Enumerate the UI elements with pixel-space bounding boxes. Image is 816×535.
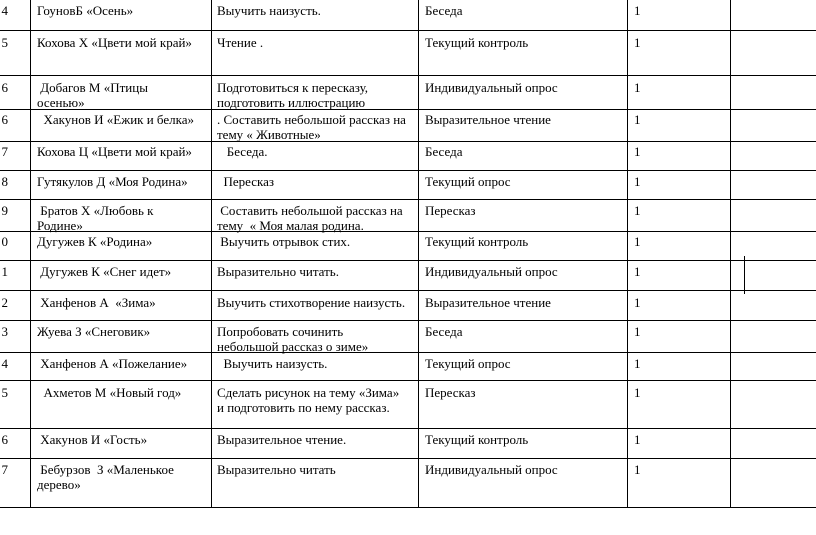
column-divider: [627, 0, 628, 507]
hours-cell: 1: [634, 174, 641, 189]
author-work-cell: Добагов М «Птицы осенью»: [37, 80, 152, 110]
author-work-cell: Хакунов И «Ежик и белка»: [37, 112, 195, 127]
row-divider: [0, 260, 816, 261]
control-form-cell: Текущий опрос: [425, 356, 511, 371]
task-cell: Подготовиться к пересказу, подготовить иллюстрацию: [217, 80, 369, 110]
row-divider: [0, 428, 816, 429]
task-cell: Попробовать сочинить небольшой рассказ о зиме»: [217, 324, 369, 354]
control-form-cell: Пересказ: [425, 385, 476, 400]
author-work-cell: Жуева З «Снеговик»: [37, 324, 151, 339]
hours-cell: 1: [634, 432, 641, 447]
row-number: 1: [1, 264, 8, 279]
row-number: 9: [1, 203, 8, 218]
task-cell: Выразительно читать.: [217, 264, 339, 279]
control-form-cell: Беседа: [425, 144, 463, 159]
row-divider: [0, 507, 816, 508]
control-form-cell: Беседа: [425, 324, 463, 339]
hours-cell: 1: [634, 356, 641, 371]
row-number: 6: [1, 432, 8, 447]
control-form-cell: Выразительное чтение: [425, 112, 551, 127]
author-work-cell: Гутякулов Д «Моя Родина»: [37, 174, 188, 189]
row-number: 4: [1, 356, 8, 371]
task-cell: Выучить наизусть.: [217, 3, 321, 18]
row-divider: [0, 75, 816, 76]
column-divider: [211, 0, 212, 507]
hours-cell: 1: [634, 144, 641, 159]
hours-cell: 1: [634, 264, 641, 279]
row-number: 3: [1, 324, 8, 339]
task-cell: . Составить небольшой рассказ на тему « Животные»: [217, 112, 406, 142]
control-form-cell: Беседа: [425, 3, 463, 18]
column-divider: [744, 256, 745, 294]
row-number: 5: [1, 385, 8, 400]
author-work-cell: Ханфенов А «Пожелание»: [37, 356, 188, 371]
author-work-cell: Ханфенов А «Зима»: [37, 295, 156, 310]
task-cell: Беседа.: [217, 144, 268, 159]
task-cell: Выразительно читать: [217, 462, 336, 477]
author-work-cell: Бебурзов З «Маленькое дерево»: [37, 462, 178, 492]
author-work-cell: Ахметов М «Новый год»: [37, 385, 182, 400]
row-number: 6: [1, 80, 8, 95]
control-form-cell: Индивидуальный опрос: [425, 80, 558, 95]
task-cell: Выучить отрывок стих.: [217, 234, 351, 249]
hours-cell: 1: [634, 462, 641, 477]
row-divider: [0, 380, 816, 381]
row-number: 7: [1, 144, 8, 159]
column-divider: [730, 0, 731, 507]
author-work-cell: Дугужев К «Снег идет»: [37, 264, 172, 279]
row-divider: [0, 199, 816, 200]
hours-cell: 1: [634, 203, 641, 218]
task-cell: Выучить наизусть.: [217, 356, 328, 371]
row-divider: [0, 352, 816, 353]
task-cell: Сделать рисунок на тему «Зима» и подготовить по нему рассказ.: [217, 385, 400, 415]
hours-cell: 1: [634, 295, 641, 310]
row-divider: [0, 170, 816, 171]
row-divider: [0, 458, 816, 459]
author-work-cell: Кохова Х «Цвети мой край»: [37, 35, 192, 50]
column-divider: [418, 0, 419, 507]
hours-cell: 1: [634, 3, 641, 18]
hours-cell: 1: [634, 234, 641, 249]
control-form-cell: Текущий опрос: [425, 174, 511, 189]
row-number: 6: [1, 112, 8, 127]
hours-cell: 1: [634, 80, 641, 95]
author-work-cell: Братов Х «Любовь к Родине»: [37, 203, 157, 233]
row-number: 5: [1, 35, 8, 50]
row-number: 4: [1, 3, 8, 18]
author-work-cell: Хакунов И «Гость»: [37, 432, 148, 447]
row-divider: [0, 290, 816, 291]
hours-cell: 1: [634, 324, 641, 339]
task-cell: Составить небольшой рассказ на тему « Моя малая родина.: [217, 203, 406, 233]
row-number: 8: [1, 174, 8, 189]
control-form-cell: Текущий контроль: [425, 432, 529, 447]
row-number: 2: [1, 295, 8, 310]
control-form-cell: Индивидуальный опрос: [425, 462, 558, 477]
author-work-cell: ГоуновБ «Осень»: [37, 3, 134, 18]
row-divider: [0, 320, 816, 321]
author-work-cell: Кохова Ц «Цвети мой край»: [37, 144, 192, 159]
control-form-cell: Пересказ: [425, 203, 476, 218]
author-work-cell: Дугужев К «Родина»: [37, 234, 153, 249]
task-cell: Чтение .: [217, 35, 264, 50]
control-form-cell: Индивидуальный опрос: [425, 264, 558, 279]
row-divider: [0, 30, 816, 31]
hours-cell: 1: [634, 112, 641, 127]
task-cell: Пересказ: [217, 174, 275, 189]
column-divider: [30, 0, 31, 507]
hours-cell: 1: [634, 35, 641, 50]
hours-cell: 1: [634, 385, 641, 400]
task-cell: Выучить стихотворение наизусть.: [217, 295, 406, 310]
control-form-cell: Текущий контроль: [425, 35, 529, 50]
row-number: 7: [1, 462, 8, 477]
control-form-cell: Текущий контроль: [425, 234, 529, 249]
task-cell: Выразительное чтение.: [217, 432, 347, 447]
control-form-cell: Выразительное чтение: [425, 295, 551, 310]
row-number: 0: [1, 234, 8, 249]
